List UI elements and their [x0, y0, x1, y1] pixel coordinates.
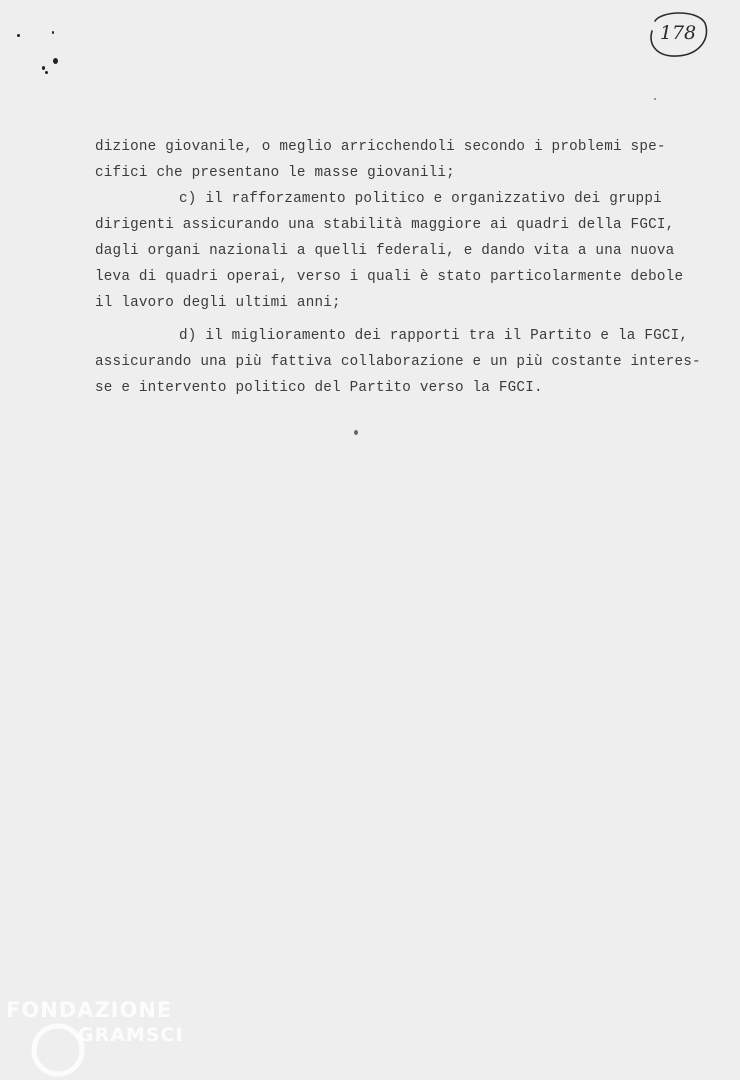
page-number-text: 178	[659, 22, 697, 44]
text-line: d) il miglioramento dei rapporti tra il Partito e la FGCI,	[179, 328, 689, 344]
ink-speck	[17, 34, 20, 37]
paragraph-item-d	[95, 323, 715, 401]
typed-text-body	[95, 134, 715, 401]
watermark-line-2: GRAMSCI	[78, 1024, 184, 1046]
ink-speck	[45, 71, 48, 74]
text-line: dagli organi nazionali a quelli federali, e dando vita a una nuova	[95, 243, 675, 259]
ink-speck	[52, 31, 54, 34]
ink-speck	[42, 66, 45, 70]
text-line: dirigenti assicurando una stabilità maggiore ai quadri della FGCI,	[95, 217, 675, 233]
text-line: se e intervento politico del Partito verso la FGCI.	[95, 380, 543, 396]
text-line: c) il rafforzamento politico e organizzativo dei gruppi	[179, 191, 662, 207]
text-line: cifici che presentano le masse giovanili;	[95, 165, 455, 181]
ink-speck	[354, 430, 358, 435]
handwritten-page-number	[647, 9, 709, 59]
text-line: il lavoro degli ultimi anni;	[95, 295, 341, 311]
paragraph-item-c	[95, 186, 715, 316]
ink-speck	[53, 58, 58, 64]
fondazione-gramsci-watermark	[6, 998, 206, 1078]
paragraph-continuation	[95, 134, 715, 186]
ink-speck	[654, 98, 656, 100]
text-line: leva di quadri operai, verso i quali è stato particolarmente debole	[95, 269, 684, 285]
watermark-line-1: FONDAZIONE	[6, 998, 173, 1022]
text-line: assicurando una più fattiva collaborazione e un più costante interes-	[95, 354, 701, 370]
text-line: dizione giovanile, o meglio arricchendoli secondo i problemi spe-	[95, 139, 666, 155]
